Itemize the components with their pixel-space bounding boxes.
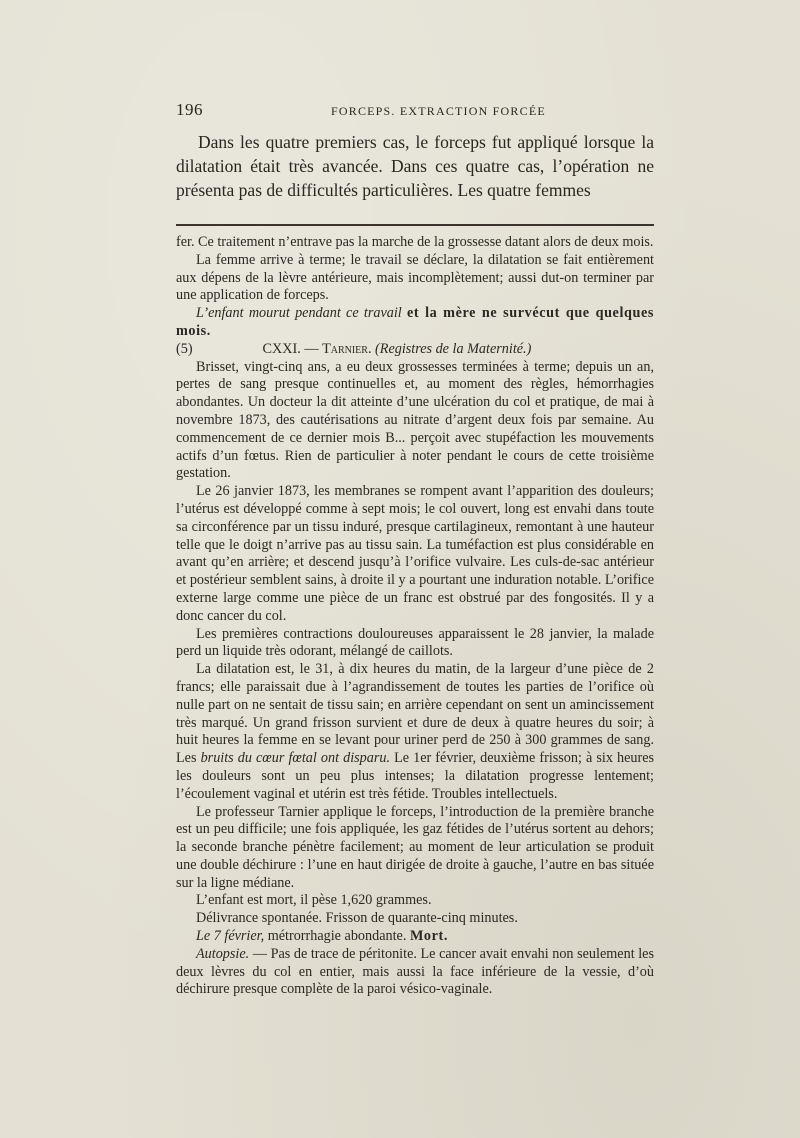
paragraph-11 xyxy=(176,928,654,946)
case-title xyxy=(193,341,654,359)
page-header xyxy=(176,100,656,122)
paragraph-1: fer. Ce traitement n’entrave pas la marche de la grossesse datant alors de deux mois. xyxy=(176,234,654,250)
footnote-separator-rule xyxy=(176,224,654,226)
paragraph-11-bold: Mort. xyxy=(409,928,448,945)
paragraph-11-text: métrorrhagie abondante. xyxy=(267,928,407,945)
footnote-block xyxy=(176,234,654,999)
paragraph-12-text: — Pas de trace de péritonite. Le cancer avait envahi non seulement les deux lèvres du col en entier, mais aussi la face inférieure de la vessie, d’où déchirure presque complète de la paroi vésico-vaginale. xyxy=(176,945,654,998)
case-author: Tarnier. xyxy=(322,340,372,357)
paragraph-6: Les premières contractions douloureuses apparaissent le 28 janvier, la malade perd un liquide très odorant, mélangé de caillots. xyxy=(176,625,654,660)
case-number: (5) xyxy=(176,340,193,357)
paragraph-4: Brisset, vingt-cinq ans, a eu deux grossesses terminées à terme; depuis un an, pertes de sang presque continuelles et, au moment des règles, hémorrhagies abondantes. Un docteur la dit atteinte d’une ulcération du col et pratique, de mai à novembre 1873, des cautérisations au nitrate d’argent deux fois par semaine. Au commencement de ce dernier mois B... perçoit avec stupéfaction les mouvements actifs d’un fœtus. Rien de particulier à noter pendant le cours de cette troisième gestation. xyxy=(176,358,654,482)
paragraph-7-a: La dilatation est, le 31, à dix heures du matin, de la largeur d’une pièce de 2 francs; elle paraissait due à l’agrandissement de toutes les parties de l’orifice où nulle part on ne sentait de tissu sain; en arrière cependant on sent un amincissement très marqué. Un grand frisson survient et dure de deux à quatre heures du soir; à huit heures la femme en se levant pour uriner perd de 250 à 300 grammes de sang. Les xyxy=(176,661,654,767)
paragraph-8: Le professeur Tarnier applique le forceps, l’introduction de la première branche est un peu difficile; une fois appliquée, les gaz fétides de l’utérus sortent au dehors; la seconde branche pénètre facilement; au moment de leur articulation se produit une double déchirure : l’une en haut dirigée de droite à gauche, l’autre en bas située sur la ligne médiane. xyxy=(176,803,654,891)
case-source: (Registres de la Maternité.) xyxy=(375,340,532,357)
running-head: FORCEPS. EXTRACTION FORCÉE xyxy=(331,104,546,118)
paragraph-5: Le 26 janvier 1873, les membranes se rompent avant l’apparition des douleurs; l’utérus est développé comme à sept mois; le col ouvert, long est envahi dans toute sa circonférence par un tissu induré, presque cartilagineux, remontant à une hauteur telle que le doigt n’arrive pas au tissu sain. La tuméfaction est plus considérable en avant qu’en arrière; et descend jusqu’à l’orifice vulvaire. Les culs-de-sac antérieur et postérieur semblent sains, à droite il y a pourtant une induration notable. L’orifice externe large comme une pièce de un franc est obstrué par des fongosités. Il y a donc cancer du col. xyxy=(176,483,654,624)
paragraph-10: Délivrance spontanée. Frisson de quarante-cinq minutes. xyxy=(196,910,518,927)
paragraph-7-italic: bruits du cœur fœtal ont disparu. xyxy=(200,750,391,767)
paragraph-11-italic: Le 7 février, xyxy=(196,928,265,945)
paragraph-2: La femme arrive à terme; le travail se déclare, la dilatation se fait entièrement aux dépens de la lèvre antérieure, mais incomplètement; aussi dut-on terminer par une application de forceps. xyxy=(176,251,654,304)
paragraph-9: L’enfant est mort, il pèse 1,620 grammes. xyxy=(196,892,432,909)
case-label: CXXI. — xyxy=(262,340,319,357)
paragraph-12-italic: Autopsie. xyxy=(196,945,250,962)
paragraph-3-italic: L’enfant mourut pendant ce travail xyxy=(196,305,402,322)
paragraph-7-b: Le 1er février, deuxième frisson; à six heures les douleurs sont un peu plus intenses; la dilatation progresse lentement; l’écoulement vaginal et utérin est très fétide. Troubles intellectuels. xyxy=(176,750,655,802)
paragraph-7 xyxy=(176,661,654,803)
case-heading xyxy=(176,341,654,359)
page-number: 196 xyxy=(176,100,203,119)
paragraph-3 xyxy=(176,305,654,341)
paragraph-3-bold: et la mère ne survécut que quelques mois. xyxy=(176,305,654,339)
paragraph-12 xyxy=(176,946,654,999)
intro-paragraph: Dans les quatre premiers cas, le forceps fut appliqué lorsque la dilatation était très avancée. Dans ces quatre cas, l’opération ne présenta pas de difficultés particulières. Les quatre femmes xyxy=(176,132,654,200)
